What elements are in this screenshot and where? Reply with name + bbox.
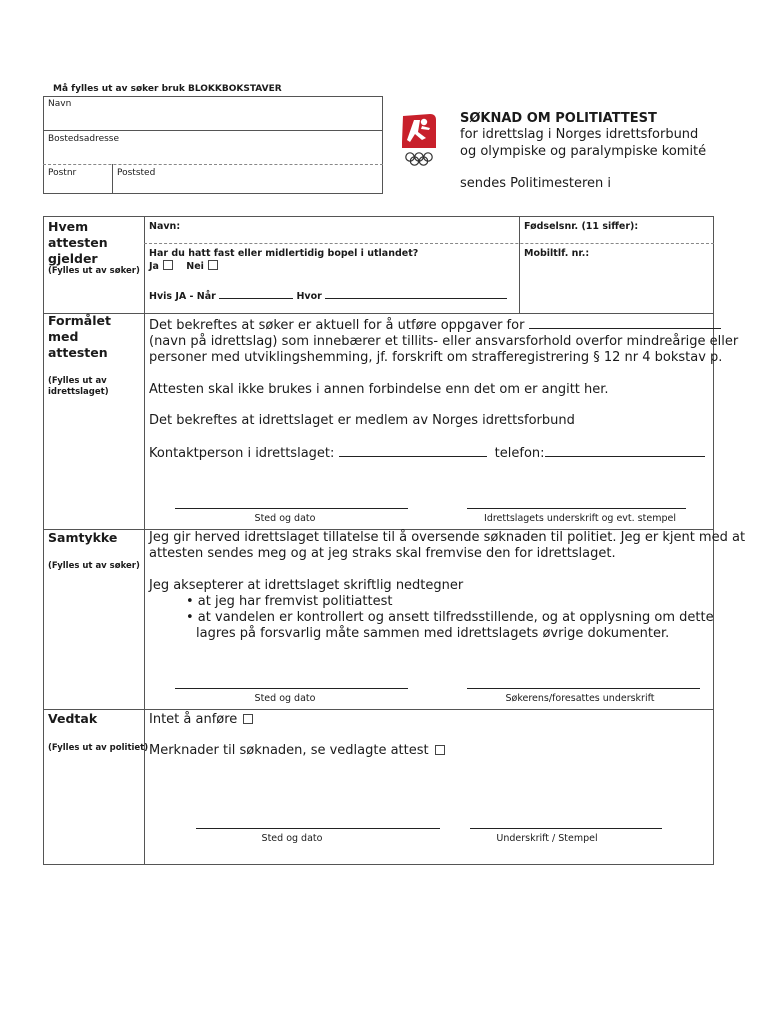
samtykke-bullet-2-cont: lagres på forsvarlig måte sammen med idrettslagets øvrige dokumenter. [196, 626, 670, 641]
vedtak-option-2 [149, 742, 445, 759]
sig-caption-soker: Søkerens/foresattes underskrift [505, 693, 655, 704]
section-divider [43, 313, 714, 314]
header-line-1: for idrettslag i Norges idrettsforbund [460, 127, 699, 142]
navn-input[interactable] [180, 218, 516, 242]
divider [112, 164, 113, 194]
nei-checkbox[interactable] [208, 260, 218, 270]
signature-line[interactable] [196, 828, 440, 829]
bopel-question: Har du hatt fast eller midlertidig bopel i utlandet? [149, 248, 419, 259]
section-title-formaal: Formålet med attesten [48, 313, 111, 360]
section-title-vedtak: Vedtak [48, 711, 98, 726]
nei-label: Nei [186, 261, 204, 272]
samtykke-bullet-2: • at vandelen er kontrollert og ansett tilfredsstillende, og at opplysning om dette [186, 610, 714, 625]
hvis-ja-row [149, 287, 507, 302]
fodselsnr-label: Fødselsnr. (11 siffer): [524, 221, 639, 232]
bostedsadresse-field[interactable] [44, 145, 382, 163]
merknader-label: Merknader til søknaden, se vedlagte attest [149, 743, 429, 758]
formaal-text-1: Det bekreftes at søker er aktuell for å utføre oppgaver for [149, 318, 525, 333]
hvor-input[interactable] [325, 287, 507, 299]
samtykke-bullet-1: • at jeg har fremvist politiattest [186, 594, 393, 609]
navn-label-s1: Navn: [149, 221, 181, 232]
ja-label: Ja [149, 261, 159, 272]
naar-input[interactable] [219, 287, 293, 299]
section-subtitle-formaal: (Fylles ut av idrettslaget) [48, 376, 109, 397]
poststed-label: Poststed [117, 168, 156, 178]
hvis-ja-label: Hvis JA - Når [149, 291, 216, 302]
sig-caption-underskrift: Underskrift / Stempel [496, 833, 598, 844]
intet-label: Intet å anføre [149, 712, 238, 727]
column-divider [519, 216, 520, 313]
intet-checkbox[interactable] [243, 714, 253, 724]
form-title: SØKNAD OM POLITIATTEST [460, 111, 657, 126]
header-line-2: og olympiske og paralympiske komité [460, 144, 707, 159]
navn-field[interactable] [44, 110, 382, 130]
kontakt-label: Kontaktperson i idrettslaget: [149, 446, 335, 461]
ja-checkbox[interactable] [163, 260, 173, 270]
section-subtitle-samtykke: (Fylles ut av søker) [48, 561, 140, 571]
mobil-label: Mobiltlf. nr.: [524, 248, 590, 259]
samtykke-text-2: attesten sendes meg og at jeg straks skal fremvise den for idrettslaget. [149, 546, 616, 561]
samtykke-text-3: Jeg aksepterer at idrettslaget skriftlig nedtegner [149, 578, 464, 593]
header-line-3: sendes Politimesteren i [460, 176, 611, 191]
merknader-checkbox[interactable] [435, 745, 445, 755]
poststed-field[interactable] [114, 178, 382, 193]
formaal-text-2: (navn på idrettslag) som innebærer et tillits- eller ansvarsforhold overfor mindreårige eller [149, 334, 739, 349]
postnr-field[interactable] [44, 178, 110, 193]
formaal-text-5: Det bekreftes at idrettslaget er medlem av Norges idrettsforbund [149, 413, 575, 428]
vedtak-option-1 [149, 711, 253, 728]
postnr-label: Postnr [48, 168, 77, 178]
navn-label: Navn [48, 99, 72, 109]
sports-federation-logo [400, 112, 444, 168]
sig-caption-idrettslag: Idrettslagets underskrift og evt. stempel [484, 513, 676, 524]
samtykke-text-1: Jeg gir herved idrettslaget tillatelse til å oversende søknaden til politiet. Jeg er kjent med at [149, 530, 746, 545]
idrettslag-name-input[interactable] [529, 317, 721, 329]
kontakt-row [149, 445, 705, 462]
section-subtitle-vedtak: (Fylles ut av politiet) [48, 743, 149, 753]
formaal-text-3: personer med utviklingshemming, jf. forskrift om strafferegistrering § 12 nr 4 bokstav p. [149, 350, 723, 365]
hvor-label: Hvor [296, 291, 322, 302]
fodselsnr-input[interactable] [524, 232, 710, 242]
section-subtitle-hvem: (Fylles ut av søker) [48, 266, 140, 276]
ja-nei-row [149, 260, 218, 272]
divider [144, 243, 714, 244]
signature-line[interactable] [175, 508, 408, 509]
section-title-samtykke: Samtykke [48, 530, 118, 545]
section-divider [43, 709, 714, 710]
telefon-label: telefon: [494, 446, 545, 461]
mobil-input[interactable] [524, 260, 710, 290]
divider [43, 130, 383, 131]
kontakt-input[interactable] [339, 445, 487, 457]
signature-line[interactable] [467, 508, 686, 509]
form-instruction: Må fylles ut av søker bruk BLOKKBOKSTAVER [53, 84, 282, 94]
sig-caption-sted: Sted og dato [254, 693, 316, 704]
sig-caption-sted: Sted og dato [254, 513, 316, 524]
formaal-line-1 [149, 317, 721, 334]
divider [43, 164, 383, 165]
sig-caption-sted: Sted og dato [261, 833, 323, 844]
section-title-hvem: Hvem attesten gjelder [48, 219, 108, 266]
signature-line[interactable] [175, 688, 408, 689]
signature-line[interactable] [467, 688, 700, 689]
formaal-text-4: Attesten skal ikke brukes i annen forbindelse enn det om er angitt her. [149, 382, 609, 397]
signature-line[interactable] [470, 828, 662, 829]
telefon-input[interactable] [545, 445, 705, 457]
bosted-label: Bostedsadresse [48, 134, 120, 144]
